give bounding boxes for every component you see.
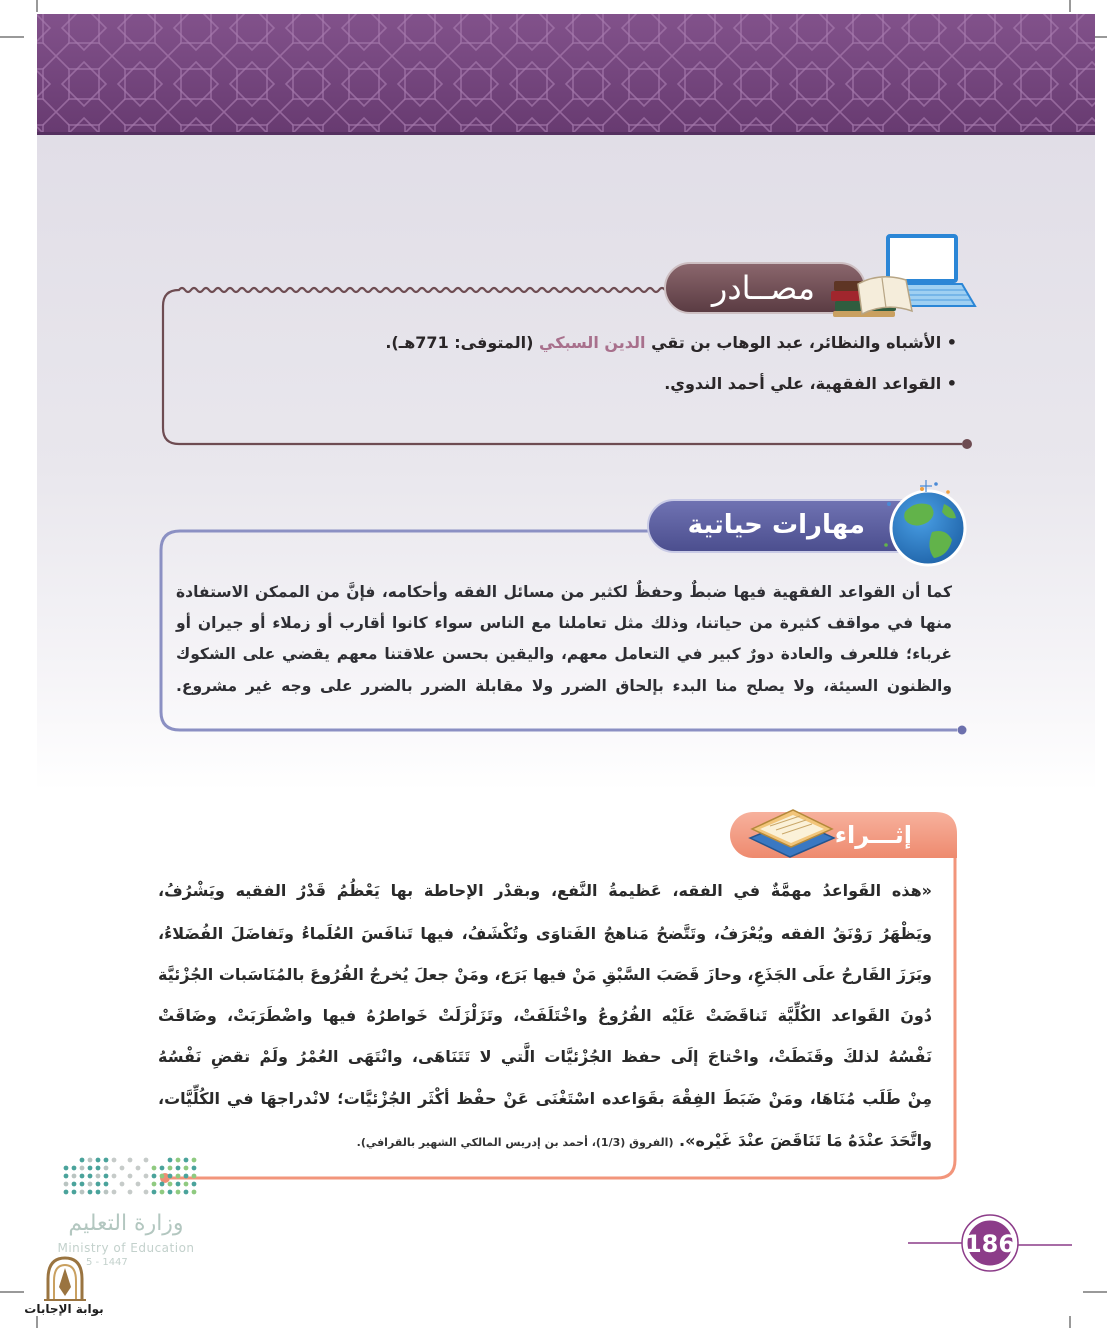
sources-frame-dot	[962, 439, 972, 449]
quote-end: واتَّحَدَ عنْدَهُ مَا تَنَاقَضَ عنْدَ غَيْره».	[673, 1131, 932, 1150]
logo-dot	[112, 1190, 117, 1195]
logo-dot	[184, 1190, 189, 1195]
banner-edge	[37, 132, 1095, 135]
logo-dot	[64, 1182, 69, 1187]
logo-dot	[88, 1174, 93, 1179]
edition-year: 5 - 1447	[86, 1257, 128, 1268]
enrichment-heading: إثـــراء	[834, 821, 912, 849]
paragraph-line: والظنون السيئة، ولا يصلح منا البدء بإلحاق الضرر ولا مقابلة الضرر بالضرر على وجه غير مشروع.	[176, 677, 952, 695]
logo-dot	[104, 1190, 109, 1195]
logo-dot	[152, 1182, 157, 1187]
logo-dot	[168, 1182, 173, 1187]
logo-dot	[136, 1182, 141, 1187]
logo-dot	[128, 1158, 133, 1163]
quill-arch-logo	[44, 1258, 86, 1300]
logo-dot	[80, 1158, 85, 1163]
logo-dot	[104, 1182, 109, 1187]
logo-dot	[176, 1166, 181, 1171]
paragraph-line: كما أن القواعد الفقهية فيها ضبطٌ وحفظٌ لكثير من مسائل الفقه وأحكامه، فإنَّ من الممكن الاستفادة	[176, 583, 952, 601]
logo-dot	[176, 1182, 181, 1187]
quote-line: ويَظْهَرُ رَوْنَقُ الفقه ويُعْرَفُ، وتَتَّضحُ مَناهجُ الفَتاوَى وتُكْشَفُ، فيها تَنافَسَ العُلَماءُ وتَفاضَلَ الفُضَلاءُ،	[158, 924, 932, 943]
logo-dot	[184, 1182, 189, 1187]
logo-dot	[192, 1174, 197, 1179]
logo-dot	[144, 1190, 149, 1195]
logo-dot	[88, 1166, 93, 1171]
logo-dot	[72, 1182, 77, 1187]
bullet: •	[946, 333, 957, 352]
quote-line: «هذه القَواعدُ مهمَّةٌ في الفقه، عَظيمةُ النَّفع، وبقدْر الإحاطة بها يَعْظُمُ قَدْرُ الفقيه ويَشْرُفُ،	[158, 881, 932, 900]
logo-dot	[72, 1190, 77, 1195]
logo-dot	[144, 1158, 149, 1163]
logo-dot	[120, 1182, 125, 1187]
sources-item-text: (المتوفى: 771هـ).	[385, 333, 539, 352]
logo-dot	[192, 1166, 197, 1171]
ministry-name-arabic: وزارة التعليم	[68, 1211, 184, 1236]
quote-line	[158, 1121, 932, 1163]
sources-item	[300, 330, 957, 356]
logo-dot	[104, 1174, 109, 1179]
paragraph-line: منها في مواقف كثيرة من حياتنا، وذلك مثل تعاملنا مع الناس سواء كانوا أقارب أو زملاء أو جيران أو	[176, 614, 952, 632]
logo-dot	[160, 1182, 165, 1187]
quote-citation: (الفروق (1/3)، أحمد بن إدريس المالكي الشهير بالقرافي).	[356, 1136, 674, 1149]
logo-dot	[192, 1190, 197, 1195]
logo-dot	[152, 1166, 157, 1171]
quote-line: مِنْ طَلَب مُنَاهَا، ومَنْ ضَبَطَ الفِقْهَ بقَوَاعده اسْتَغْنَى عَنْ حفْظ أكْثَر الجُزْئيَّات؛ لانْدراجهَا في الكُلِّيَّات،	[158, 1089, 932, 1108]
sources-item-highlight: الدين السبكي	[539, 333, 646, 352]
logo-dot	[64, 1174, 69, 1179]
logo-dot	[192, 1182, 197, 1187]
page-number: 186	[964, 1230, 1016, 1258]
logo-dot	[72, 1166, 77, 1171]
logo-dot	[104, 1166, 109, 1171]
quote-line: نَفْسُهُ لذلكَ وقَنَطَتْ، واحْتاجَ إلَى حفظ الجُزْئيَّات الَّتي لا تَتَنَاهَى، وانْتَهَى العُمْرُ ولَمْ تقضِ نَفْسُهُ	[158, 1047, 932, 1066]
banner-pattern	[37, 14, 1095, 135]
logo-dot	[136, 1166, 141, 1171]
logo-dot	[176, 1190, 181, 1195]
books-icon	[831, 277, 912, 317]
logo-dot	[104, 1158, 109, 1163]
logo-dot	[88, 1158, 93, 1163]
logo-dot	[80, 1174, 85, 1179]
logo-dot	[96, 1158, 101, 1163]
logo-dot	[160, 1190, 165, 1195]
life-skills-heading: مهارات حياتية	[687, 510, 865, 540]
sources-heading: مصــادر	[711, 269, 815, 307]
logo-dot	[128, 1190, 133, 1195]
logo-dot	[168, 1166, 173, 1171]
sources-item	[300, 371, 957, 397]
logo-dot	[64, 1190, 69, 1195]
watermark-text: بوابة الإجابات	[24, 1302, 104, 1316]
dots-logo	[64, 1158, 197, 1195]
logo-dot	[176, 1174, 181, 1179]
sources-item-text: الأشباه والنظائر، عبد الوهاب بن تقي	[645, 333, 942, 352]
logo-dot	[152, 1190, 157, 1195]
logo-dot	[96, 1166, 101, 1171]
page-number-badge	[908, 1215, 1072, 1271]
logo-dot	[128, 1174, 133, 1179]
quote-line: وبَرَزَ القَارحُ علَى الجَذَعِ، وحازَ قَصَبَ السَّبْقِ مَنْ فيها بَرَع، ومَنْ جعلَ يُخرجُ الفُرُوعَ بالمُنَاسَبات الجُزْئيَّة	[158, 965, 932, 984]
logo-dot	[112, 1158, 117, 1163]
logo-dot	[144, 1174, 149, 1179]
logo-dot	[80, 1166, 85, 1171]
bullet: •	[946, 374, 957, 393]
logo-dot	[96, 1174, 101, 1179]
logo-dot	[72, 1174, 77, 1179]
logo-dot	[184, 1174, 189, 1179]
ministry-name-english: Ministry of Education	[57, 1241, 195, 1255]
sources-item-text: القواعد الفقهية، علي أحمد الندوي.	[664, 374, 942, 393]
logo-dot	[160, 1174, 165, 1179]
logo-dot	[80, 1190, 85, 1195]
logo-dot	[120, 1166, 125, 1171]
life-skills-frame-dot	[958, 726, 967, 735]
logo-dot	[88, 1190, 93, 1195]
logo-dot	[112, 1174, 117, 1179]
logo-dot	[168, 1174, 173, 1179]
logo-dot	[88, 1182, 93, 1187]
logo-dot	[64, 1166, 69, 1171]
logo-dot	[80, 1182, 85, 1187]
logo-dot	[168, 1190, 173, 1195]
decorative-banner	[37, 14, 1095, 135]
logo-dot	[152, 1174, 157, 1179]
logo-dot	[160, 1166, 165, 1171]
logo-dot	[96, 1182, 101, 1187]
paragraph-line: غرباء؛ فللعرف والعادة دورٌ كبير في التعامل معهم، واليقين بحسن علاقتنا معهم يقضي على الشكوك	[176, 645, 952, 663]
logo-dot	[96, 1190, 101, 1195]
logo-dot	[184, 1166, 189, 1171]
quote-line: دُونَ القَواعد الكُلِّيَّة تَناقَضَتْ عَلَيْه الفُرُوعُ واخْتَلَفَتْ، وتَزَلْزَلَتْ خَواطرُهُ فيها واضْطَرَبَتْ، وضَاقَتْ	[158, 1006, 932, 1025]
